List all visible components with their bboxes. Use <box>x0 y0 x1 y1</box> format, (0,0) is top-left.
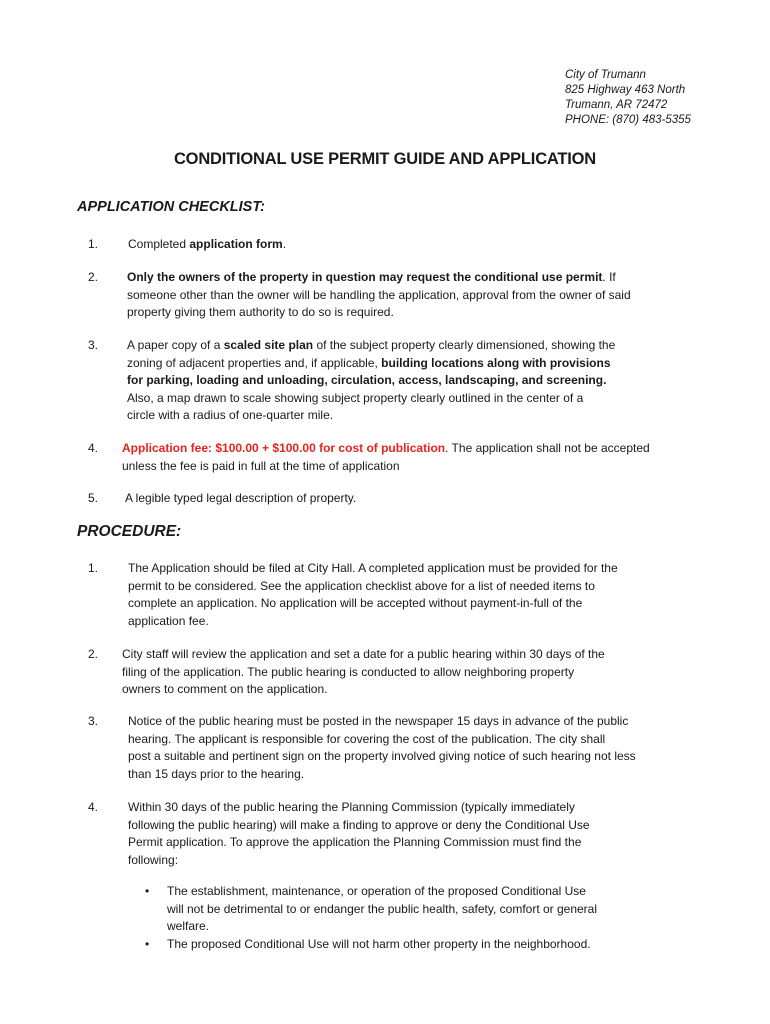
text-line: owners to comment on the application. <box>122 682 328 696</box>
bold-text: Only the owners of the property in question may request the conditional use permit <box>127 270 603 284</box>
address-line: 825 Highway 463 North <box>565 84 686 96</box>
bullet-list <box>145 883 645 953</box>
text-line: application fee. <box>128 613 209 628</box>
item-text <box>122 646 667 699</box>
item-number: 4. <box>88 441 99 455</box>
text-line: Permit application. To approve the application the Planning Commission must find the <box>128 835 582 849</box>
procedure-heading: PROCEDURE: <box>77 523 182 540</box>
item-text <box>128 799 673 869</box>
fee-highlight: Application fee: $100.00 + $100.00 for cost of publication <box>122 441 446 455</box>
item-number: 1. <box>88 561 99 575</box>
text-line: circle with a radius of one-quarter mile. <box>127 408 334 422</box>
item-number: 5. <box>88 491 99 505</box>
text-line: someone other than the owner will be handling the application, approval from the owner of said <box>127 287 631 302</box>
text-line: property giving them authority to do so is required. <box>127 305 394 319</box>
text-line: following the public hearing) will make a finding to approve or deny the Conditional Use <box>128 817 590 832</box>
bullet-icon: • <box>145 884 150 898</box>
text-line: The establishment, maintenance, or operation of the proposed Conditional Use <box>167 884 586 898</box>
text-span: of the subject property clearly dimensioned, showing the <box>313 338 616 352</box>
bold-text: scaled site plan <box>223 338 314 352</box>
bullet-item <box>145 883 645 936</box>
city-address-block <box>565 68 691 128</box>
item-number: 3. <box>88 338 99 352</box>
address-line: Trumann, AR 72472 <box>565 99 668 111</box>
item-number: 2. <box>88 647 99 661</box>
text-span: . If <box>602 270 616 284</box>
text-span: . The application shall not be accepted <box>445 441 650 455</box>
text-line: City staff will review the application and set a date for a public hearing within 30 days of the <box>122 647 605 661</box>
text-span: A paper copy of a <box>127 338 224 352</box>
text-line: The Application should be filed at City Hall. A completed application must be provided for the <box>128 561 618 575</box>
bullet-item <box>145 936 645 954</box>
item-text <box>122 440 667 475</box>
text-line: hearing. The applicant is responsible for covering the cost of the publication. The city shall <box>128 731 606 746</box>
text-line: permit to be considered. See the application checklist above for a list of needed items to <box>128 578 595 593</box>
text-span: zoning of adjacent properties and, if applicable, <box>127 355 382 370</box>
item-text <box>127 269 672 322</box>
text-line: The proposed Conditional Use will not harm other property in the neighborhood. <box>167 936 591 951</box>
text-line: unless the fee is paid in full at the time of application <box>122 458 400 473</box>
address-phone: PHONE: (870) 483-5355 <box>565 114 691 126</box>
bold-text-line: for parking, loading and unloading, circulation, access, landscaping, and screening. <box>127 373 607 387</box>
text-line: A legible typed legal description of property. <box>125 491 357 505</box>
bold-text: building locations along with provisions <box>381 355 611 370</box>
text-line: than 15 days prior to the hearing. <box>128 766 305 781</box>
item-text <box>125 490 670 508</box>
address-line: City of Trumann <box>565 69 646 81</box>
text-line: post a suitable and pertinent sign on the property involved giving notice of such hearing not less <box>128 749 636 763</box>
item-text <box>127 337 672 425</box>
text-line: filing of the application. The public hearing is conducted to allow neighboring property <box>122 664 575 679</box>
text-span: . <box>282 237 287 251</box>
text-line: Also, a map drawn to scale showing subject property clearly outlined in the center of a <box>127 390 584 405</box>
text-line: complete an application. No application will be accepted without payment-in-full of the <box>128 596 583 610</box>
document-title: CONDITIONAL USE PERMIT GUIDE AND APPLICATION <box>173 150 597 168</box>
text-span: Completed <box>128 237 190 251</box>
item-number: 4. <box>88 800 99 814</box>
item-number: 1. <box>88 237 99 251</box>
text-line: following: <box>128 852 179 867</box>
item-number: 2. <box>88 270 99 284</box>
item-text <box>128 560 673 630</box>
item-text <box>128 236 673 254</box>
checklist-heading: APPLICATION CHECKLIST: <box>77 199 265 215</box>
text-line: will not be detrimental to or endanger the public health, safety, comfort or general <box>167 901 598 916</box>
bold-text: application form <box>189 237 283 251</box>
text-line: Notice of the public hearing must be posted in the newspaper 15 days in advance of the public <box>128 714 629 728</box>
bullet-icon: • <box>145 936 150 951</box>
item-text <box>128 713 673 783</box>
text-line: Within 30 days of the public hearing the Planning Commission (typically immediately <box>128 800 575 814</box>
item-number: 3. <box>88 714 99 728</box>
text-line: welfare. <box>167 919 210 933</box>
